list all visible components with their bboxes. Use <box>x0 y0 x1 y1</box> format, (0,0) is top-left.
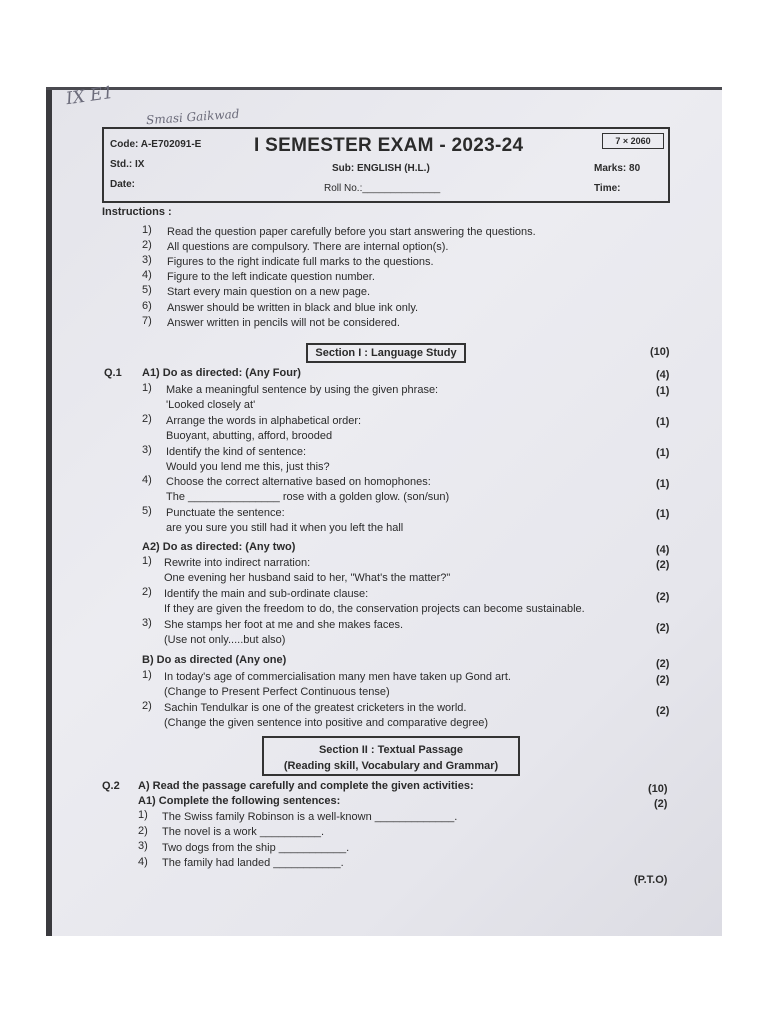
instructions-heading: Instructions : <box>102 206 172 218</box>
q2-a1-heading: A1) Complete the following sentences: <box>138 795 341 807</box>
date-label: Date: <box>110 179 136 190</box>
item-number: 5) <box>142 505 152 517</box>
instruction-number: 6) <box>142 300 152 312</box>
question-text: Identify the main and sub-ordinate clause: <box>164 588 369 600</box>
question-text: Arrange the words in alphabetical order: <box>166 415 362 427</box>
question-text: The Swiss family Robinson is a well-known _____________. <box>162 811 458 823</box>
item-number: 2) <box>142 586 152 598</box>
question-text: Punctuate the sentence: <box>166 507 285 519</box>
q1-a1-marks: (4) <box>656 369 670 381</box>
section-2-title: Section II : Textual Passage <box>318 744 464 756</box>
page-turn-note: (P.T.O) <box>634 874 668 886</box>
question-text: Choose the correct alternative based on homophones: <box>166 476 431 488</box>
question-1-label: Q.1 <box>104 367 122 379</box>
instruction-text: Figure to the left indicate question number. <box>167 271 375 283</box>
q1-a2-heading: A2) Do as directed: (Any two) <box>142 541 296 553</box>
section-2-title-box <box>262 736 520 776</box>
item-number: 4) <box>142 474 152 486</box>
time-label: Time: <box>594 183 621 194</box>
instruction-number: 2) <box>142 239 152 251</box>
question-text: In today's age of commercialisation many men have taken up Gond art. <box>164 671 511 683</box>
question-text: The family had landed ___________. <box>162 857 344 869</box>
item-number: 3) <box>142 617 152 629</box>
set-number-box: 7 × 2060 <box>602 133 664 149</box>
exam-title: I SEMESTER EXAM - 2023-24 <box>254 135 524 156</box>
question-marks: (2) <box>656 559 670 571</box>
section-1-marks: (10) <box>650 346 670 358</box>
question-marks: (2) <box>656 591 670 603</box>
question-text: The novel is a work __________. <box>162 826 325 838</box>
instruction-text: Answer should be written in black and blue ink only. <box>167 302 419 314</box>
q2-a1-marks: (2) <box>654 798 668 810</box>
section-2-subtitle: (Reading skill, Vocabulary and Grammar) <box>283 760 499 772</box>
question-marks: (1) <box>656 447 670 459</box>
question-marks: (2) <box>656 674 670 686</box>
instruction-number: 1) <box>142 224 152 236</box>
item-number: 3) <box>142 444 152 456</box>
q2-a-heading: A) Read the passage carefully and complete the given activities: <box>138 780 474 792</box>
question-text: Identify the kind of sentence: <box>166 446 307 458</box>
photo-top-edge <box>46 87 722 90</box>
question-text: Sachin Tendulkar is one of the greatest cricketers in the world. <box>164 702 467 714</box>
q1-b-heading: B) Do as directed (Any one) <box>142 654 287 666</box>
instruction-number: 3) <box>142 254 152 266</box>
question-text: Rewrite into indirect narration: <box>164 557 311 569</box>
question-subtext: (Use not only.....but also) <box>164 634 286 646</box>
instruction-text: Read the question paper carefully before you start answering the questions. <box>167 226 536 238</box>
question-marks: (2) <box>656 622 670 634</box>
item-number: 1) <box>138 809 148 821</box>
roll-number-label: Roll No.:______________ <box>324 183 441 194</box>
paper-code: Code: A-E702091-E <box>110 139 202 150</box>
question-subtext: 'Looked closely at' <box>166 399 256 411</box>
instruction-text: Answer written in pencils will not be considered. <box>167 317 400 329</box>
question-subtext: are you sure you still had it when you left the hall <box>166 522 404 534</box>
section-1-title: Section I : Language Study <box>306 343 466 363</box>
question-marks: (1) <box>656 478 670 490</box>
instruction-number: 4) <box>142 269 152 281</box>
item-number: 1) <box>142 669 152 681</box>
question-subtext: (Change to Present Perfect Continuous tense) <box>164 686 390 698</box>
item-number: 1) <box>142 555 152 567</box>
standard-label: Std.: IX <box>110 159 145 170</box>
question-marks: (1) <box>656 416 670 428</box>
item-number: 2) <box>142 413 152 425</box>
question-text: Make a meaningful sentence by using the given phrase: <box>166 384 439 396</box>
q1-a1-heading: A1) Do as directed: (Any Four) <box>142 367 301 379</box>
instruction-number: 5) <box>142 284 152 296</box>
item-number: 2) <box>138 825 148 837</box>
item-number: 3) <box>138 840 148 852</box>
exam-header-box <box>102 127 670 203</box>
question-subtext: Buoyant, abutting, afford, brooded <box>166 430 333 442</box>
question-2-label: Q.2 <box>102 780 120 792</box>
q2-a-marks: (10) <box>648 783 668 795</box>
question-marks: (1) <box>656 508 670 520</box>
instruction-text: Start every main question on a new page. <box>167 286 371 298</box>
subject-label: Sub: ENGLISH (H.L.) <box>332 163 430 174</box>
q1-a2-marks: (4) <box>656 544 670 556</box>
question-subtext: One evening her husband said to her, "What's the matter?" <box>164 572 451 584</box>
question-subtext: Would you lend me this, just this? <box>166 461 330 473</box>
item-number: 4) <box>138 856 148 868</box>
question-marks: (1) <box>656 385 670 397</box>
handwritten-student-name: Smasi Gaikwad <box>145 106 240 128</box>
photo-edge-shadow <box>46 87 52 936</box>
instruction-text: Figures to the right indicate full marks to the questions. <box>167 256 434 268</box>
instruction-text: All questions are compulsory. There are internal option(s). <box>167 241 449 253</box>
question-text: She stamps her foot at me and she makes faces. <box>164 619 404 631</box>
question-text: Two dogs from the ship ___________. <box>162 842 350 854</box>
item-number: 2) <box>142 700 152 712</box>
handwritten-class-note: IX E1 <box>64 82 115 110</box>
question-subtext: (Change the given sentence into positive and comparative degree) <box>164 717 489 729</box>
question-subtext: The _______________ rose with a golden glow. (son/sun) <box>166 491 450 503</box>
q1-b-marks: (2) <box>656 658 670 670</box>
item-number: 1) <box>142 382 152 394</box>
marks-label: Marks: 80 <box>594 163 641 174</box>
question-marks: (2) <box>656 705 670 717</box>
question-subtext: If they are given the freedom to do, the conservation projects can become sustainable. <box>164 603 585 615</box>
instruction-number: 7) <box>142 315 152 327</box>
